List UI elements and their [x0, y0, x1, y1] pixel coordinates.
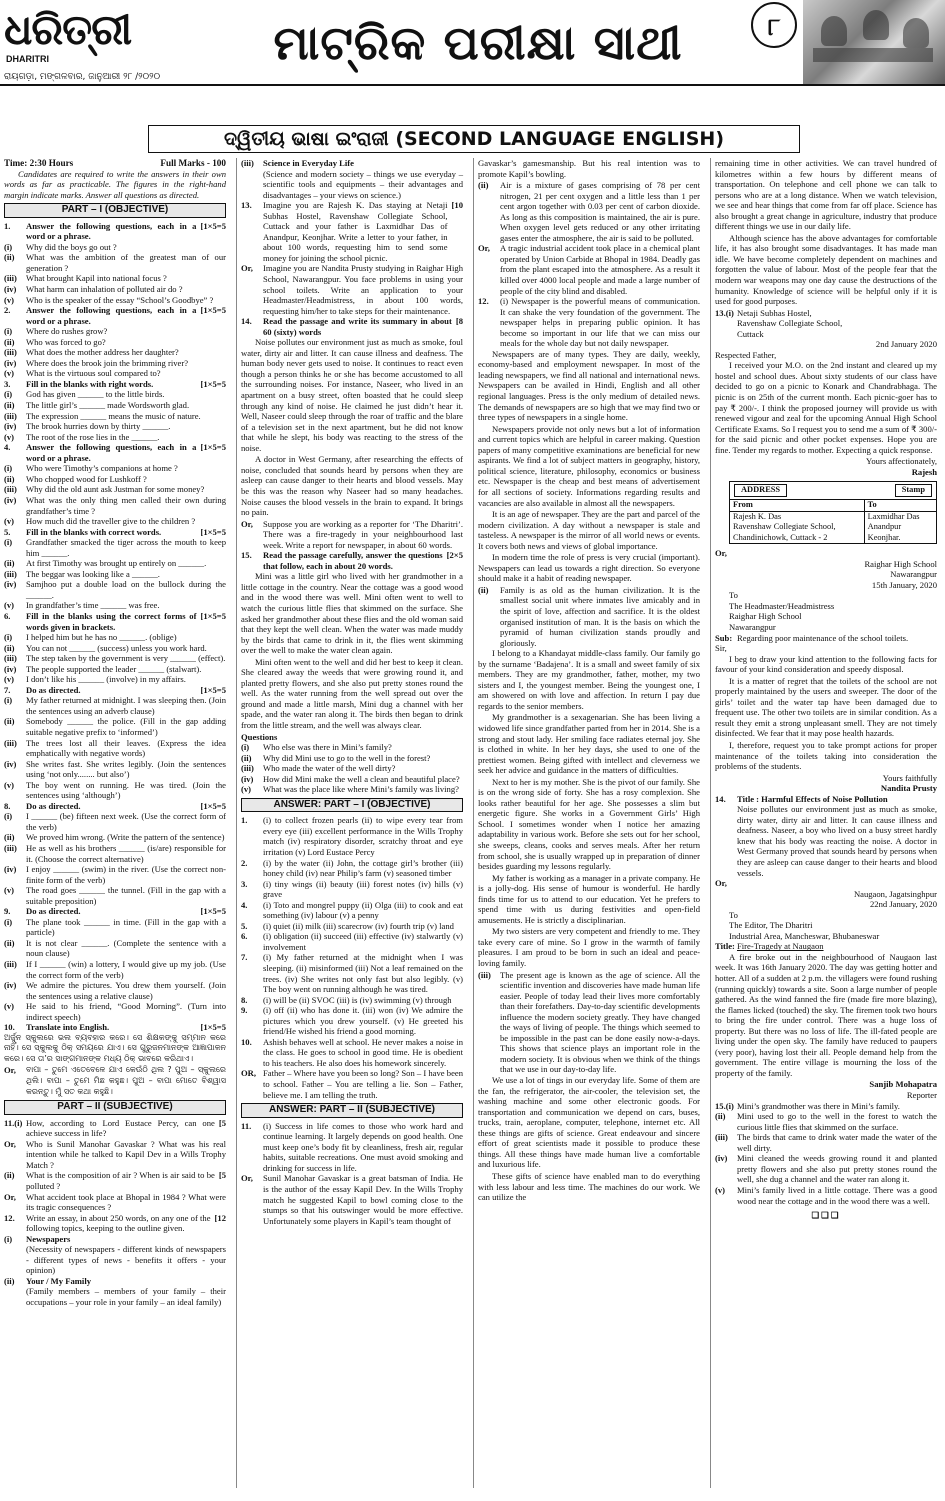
q4-list — [4, 463, 226, 526]
list-item: (i) God has given ______ to the little birds. — [4, 389, 165, 400]
essay-paragraph: remaining time in other activities. We can travel hundred of kilometres within a few hours by different means of transportation. On telephone and cell phone we can talk to persons who are at a long distance. When we watch television, we see and hear things that come from far off place. Science has also brought a great change in agriculture, industry that produce different things we use in our daily life. — [715, 158, 937, 232]
list-item: (i) The plane took ______ in time. (Fill in the gap with a particle) — [4, 916, 226, 938]
essay-topic: (i) Newspapers (Necessity of newspapers - different kinds of newspapers - different types of news - benefits it offers - your opinion) — [4, 1233, 226, 1276]
list-item: (iii) Why did the old aunt ask Justman for some money? — [4, 484, 205, 495]
list-item: (ii) Who was forced to go? — [4, 336, 106, 347]
list-item: (iv) We admire the pictures. You drew them yourself. (Join the sentences using a relative clause) — [4, 980, 226, 1001]
answer-11-or: Or, Sunil Manohar Gavaskar is a great batsman of India. He is the author of the essay Kapil Dev. In the Wills Trophy match he suggested Kapil to bowl coming close to the stumps so that his outswinger would be more effective. Unfortunately some players in Kapil’s team thought of — [241, 1173, 463, 1226]
list-item: (ii) Why did Mini use to go to the well in the forest? — [241, 752, 431, 763]
list-item: (v) Who is the speaker of the essay “School’s Goodbye” ? — [4, 294, 214, 305]
column-2 — [241, 158, 463, 1226]
stamp-box: Stamp — [895, 484, 932, 497]
question-7: 7. Do as directed. [1×5=5 — [4, 684, 226, 695]
list-item: (iv) She writes fast. She writes legibly. (Join the sentences using ‘not only........ but also’) — [4, 758, 226, 780]
essay-paragraph: My two sisters are very competent and friendly to me. They take every care of mine. So I grow in the warmth of family pleasures. I am proud to be born in such an ideal and peace-loving family. — [478, 926, 700, 969]
answer-11-ii-or: Or, A tragic industrial accident took place in a chemical plant operated by Union Carbide at Bhopal in 1984. Deadly gas from the plant escaped into the atmosphere. As a result it killed over 4000 local people and made a large number of people of the city blind and disabled. — [478, 243, 700, 296]
list-item: (ii) It is not clear ______. (Complete the sentence with a noun clause) — [4, 937, 226, 959]
application-subject: Sub: Regarding poor maintenance of the school toilets. — [715, 632, 909, 643]
to-label: To — [864, 499, 936, 511]
list-item: (iv) What was the only thing men called their own during grandfather’s time ? — [4, 494, 226, 516]
question-11-i: 11.(i) How, according to Lord Eustace Percy, can one achieve success in life? [5 — [4, 1117, 226, 1139]
list-item: 5. (i) quiet (ii) milk (iii) scarecrow (iv) fourth trip (v) land — [241, 920, 454, 931]
from-address: Rajesh K. Das Ravenshaw Collegiate School, Chandinichowk, Cuttack - 2 — [730, 511, 864, 543]
list-item: (iv) How did Mini make the well a clean and beautiful place? — [241, 773, 460, 784]
list-item: (ii) You can not ______ (success) unless you work hard. — [4, 642, 207, 653]
supplement-title: ମାଟ୍ରିକ ପରୀକ୍ଷା ସାଥୀ — [273, 16, 683, 71]
essay-paragraph: Although science has the above advantages for comfortable life, it has also brought some disadvantages. It has made man idle. We have become completely dependent on machines and forgotten the value of labour. Most of the people fear that the modern war weapons may one day cause the destructions of the humanity. Knowledge of science will be helpful only if it is used for good purposes. — [715, 232, 937, 307]
questions-label: Questions — [241, 731, 278, 742]
q2-list — [4, 326, 226, 379]
question-4: 4. Answer the following questions, each in a word or a phrase. [1×5=5 — [4, 442, 226, 463]
essay-paragraph: Newspapers provide not only news but a lot of information and current topics which are helpful in career making. Question papers of many competitive examinations are beneficial for new aspirants. We find a lot of subject matters in geography, history, political science, literature, philosophy, economics or business etc. Newspaper is the cheap and best means of advertisement for all sections of society. Informations regarding results and vacancies are also available in almost all the newspapers. — [478, 423, 700, 508]
report-signer: Sanjib Mohapatra — [869, 1079, 937, 1090]
list-item: (v) I don’t like his ______ (involve) in my affairs. — [4, 674, 186, 685]
list-item: (iii) The trees lost all their leaves. (Express the idea emphatically with negative words) — [4, 737, 226, 759]
to-address: Laxmidhar Das Anandpur Keonjhar. — [864, 511, 936, 543]
essay-paragraph: Newspapers are of many types. They are daily, weekly, economy-based and employment newspaper. In most of the leading newspapers, we find all national and international news. Newspapers can be availed in Hindi, English and all other regional languages. Press is the only medium of detailed news. The demands of newspapers are so high that we may find two or three types of newspapers in a single home. — [478, 348, 700, 423]
question-1: 1. Answer the following questions, each in a word or a phrase. [1×5=5 — [4, 220, 226, 242]
letter-body: I received your M.O. on the 2nd instant and cleared up my hostel and school dues. About sixty students of our class have decided to go on a picnic to Konark and Chandrabhaga. The picnic is on 25th of the current month. Each picnic-goer has to pay ₹ 200/-. I think the proposed journey will provide us with renewed vigour and zeal for the upcoming Annual High School Certificate Exams. So I request you to send me a sum of ₹ 300/- for the said picnic and other pocket expenses. Hope you are fine. Tender my regards to mother. Expecting a quick response. — [715, 360, 937, 455]
report-to: To The Editor, The Dharitri Industrial Area, Mancheswar, Bhubaneswar — [729, 909, 880, 941]
essay-paragraph: My grandmother is a sexagenarian. She has been living a widowed life since grandfather parted from her in 2014. She is a strong and stout lady. Her smiling face radiates eternal joy. She is clothed in white. In her hey days, she used to one of the prettiest women. Being gifted with intellect and cleverness we seek her advice and guidance in the matters of difficulties. — [478, 712, 700, 776]
application-sir: Sir, — [715, 643, 727, 654]
question-11-i-or: Or, Who is Sunil Manohar Gavaskar ? What was his real intention while he talked to Kapil Dev in a Wills Trophy Match ? — [4, 1138, 226, 1170]
report-from: Naugaon, Jagatsinghpur 22nd January, 2020 — [853, 888, 937, 910]
question-14-or: Or, Suppose you are working as a reporter for ‘The Dharitri’. There was a fire-tragedy in your neighbourhood last week. Write a report for newspaper, in about 60 words. — [241, 518, 463, 550]
answer-10-or: OR, Father – Where have you been so long? Son – I have been to school. Father – You are telling a lie. Son – Father, believe me. I am telling the truth. — [241, 1068, 463, 1100]
answers-part1 — [241, 815, 463, 1068]
list-item: (i) I helped him but he has no ______. (oblige) — [4, 632, 177, 643]
q1-list — [4, 242, 226, 305]
q8-list — [4, 811, 226, 906]
list-item: (v) The root of the rose lies in the ______. — [4, 431, 160, 442]
list-item: (iii) What brought Kapil into national focus ? — [4, 273, 167, 284]
list-item: (iii) The birds that came to drink water made the water of the well dirty. — [715, 1132, 937, 1153]
application-body: It is a matter of regret that the toilets of the school are not properly maintained by the users and sweeper. The door of the girls’ toilet and the water tap have been damaged due to frequent use. The other two toilets are in similar condition. As a result they emit a strong unpleasant smell. They are not timely disinfected. We fear that it may pose health hazards. — [715, 675, 937, 739]
q14-passage: A doctor in West Germany, after researching the effects of noise, concluded that sounds heard by persons when they are asleep can cause danger to their hearts and blood vessels. May be this was the reason why Naseer had so many headaches. Noise causes the blood vessels in the brain to expand. It brings no pain. — [241, 454, 463, 518]
list-item: (iii) The beggar was looking like a ______. — [4, 568, 160, 579]
list-item: (iii) He as well as his brothers ______ (is/are) responsible for it. (Choose the correct alternative) — [4, 843, 226, 864]
q5-list — [4, 537, 226, 611]
end-mark: ❑❑❑ — [811, 1210, 841, 1221]
essay-paragraph: Next to her is my mother. She is the pivot of our family. She is on the wrong side of forty. She has a rosy complexion. She looks rather beautiful for her age. She possesses a slim but energetic figure. She works in a Government Girls’ High School. I sometimes wonder when I notice her amazing adaptability in various work. Before she sets out for her school, she sweeps, cleans, cooks and serves meals. After her return from school, she is usually wrapped up in preparation of dinner besides guarding my lessons regularly. — [478, 776, 700, 872]
q15-list — [241, 742, 463, 795]
list-item: (v) The road goes ______ the tunnel. (Fill in the gap with a suitable preposition) — [4, 885, 226, 906]
exam-marks: Full Marks - 100 — [160, 158, 226, 168]
q14-passage: Noise pollutes our environment just as much as smoke, foul water, dirty air and litter. It can cause illness and deafness. The human body never gets used to noise. It continues to react even though a person thinks he or she has become accustomed to all the surrounding noises. For instance, Naseer, who lived in an apartment on a busy street, often boasted that he could sleep through any kind of noise. He claimed he just didn’t hear it. Well, Naseer could sleep through the roar of traffic and the blare of a television set in the next apartment, but he did not know that while he slept, his body was reacting to the stress of the noise. — [241, 337, 463, 453]
letter-date: 2nd January 2020 — [875, 339, 937, 350]
question-5: 5. Fill in the blanks with correct words. [1×5=5 — [4, 526, 226, 537]
list-item: (v) Mini’s family lived in a little cottage. There was a good wood near the cottage and in the wood there was a well. — [715, 1184, 937, 1206]
column-divider — [710, 158, 711, 1488]
page-number-badge: ୮ — [751, 2, 797, 48]
list-item: (i) I ______ (be) fifteen next week. (Use the correct form of the verb) — [4, 811, 226, 832]
exam-time: Time: 2:30 Hours — [4, 158, 74, 168]
list-item: (v) What was the place like where Mini’s family was living? — [241, 784, 459, 795]
question-14: 14. Read the passage and write its summary in about 60 (sixty) words [8 — [241, 316, 463, 337]
q15-passage: Mini was a little girl who lived with her grandmother in a little cottage in the country. Near the cottage was a good wood and in the wood there was well. Mini often went to well to watch the curious little flies that skimmed on the surface. She asked her grandmother about these flies and the old woman said that they kept the well clean. When the water was made muddy by the birds that came to drink in it, the flies went skimming over the well to make the water clean again. — [241, 571, 463, 656]
application-signer: Nandita Prusty — [880, 783, 937, 794]
q3-list — [4, 389, 226, 442]
question-2: 2. Answer the following questions, each in a word or a phrase. [1×5=5 — [4, 305, 226, 326]
envelope-address-box — [729, 481, 937, 544]
column-divider — [236, 158, 237, 1488]
list-item: (ii) Mini used to go to the well in the forest to watch the curious little flies that skimmed on the surface. — [715, 1111, 937, 1132]
list-item: (ii) We proved him wrong. (Write the pattern of the sentence) — [4, 832, 225, 843]
question-11-ii-or: Or, What accident took place at Bhopal in 1984 ? What were its tragic consequences ? — [4, 1191, 226, 1213]
list-item: (iii) What does the mother address her daughter? — [4, 347, 179, 358]
list-item: (v) How much did the traveller give to the children ? — [4, 516, 196, 527]
essay-paragraph: These gifts of science have enabled man to do everything with less labour and less time. The machines do our work. We can utilize the — [478, 1170, 700, 1203]
question-11-ii: (ii) What is the composition of air ? When is air said to be polluted ? [5 — [4, 1170, 226, 1191]
translation-passage: ଅର୍ଜୁନ ସ୍କୁଲରେ ଭଲ ବ୍ୟବହାର କରେ। ସେ ଶିକ୍ଷକଙ୍କୁ ସମ୍ମାନ କରେ ନାହିଁ। ସେ ସ୍କୁଲକୁ ଠିକ୍ ସମୟରେ ଯାଏ। ସେ ଗୁରୁଜନମାନଙ୍କ ଆଜ୍ଞାପାଳନ କରେ। ସେ ତା’ର ସାଙ୍ଗମାନଙ୍କ ମଧ୍ୟ ଠିକ୍ ଭାବରେ କରିଥାଏ। — [4, 1032, 226, 1063]
list-item: 7. (i) My father returned at the midnight when I was sleeping. (ii) misinformed (iii) Not a leaf remained on the trees. (iv) She writes not only fast but also legibly. (v) The boy went on running although he was tired. — [241, 952, 463, 995]
list-item: (ii) The little girl’s ______ made Wordsworth glad. — [4, 400, 190, 411]
answer-12-iii: (iii) The present age is known as the age of science. All the scientific invention and discoveries have made human life easier. People of today lead their lives more comfortably than their forefathers. Day-to-day scientific developments influence the modern society greatly. They have changed the ways of living of people. The things which seemed to be impossible in the past can be done easily now-a-days. This shows that science plays an important role in the modern society. It is obvious when we think of the things that we use in our day-to-day life. — [478, 969, 700, 1075]
list-item: (iv) What harm can inhalation of polluted air do ? — [4, 284, 183, 295]
list-item: (i) Where do rushes grow? — [4, 326, 108, 337]
essay-paragraph: I belong to a Khandayat middle-class family. Our family go by the surname ‘Badajena’. It is a small and sweet family of six members. They are my grandmother, father, mother, my two sisters and I, the youngest member. Being the youngest one, I am showered on with love and affection. In return I pay due regards to the senior members. — [478, 648, 700, 711]
answer2-heading: ANSWER: PART – II (SUBJECTIVE) — [241, 1103, 463, 1118]
column-1 — [4, 158, 226, 1308]
report-role: Reporter — [906, 1090, 937, 1101]
column-divider — [473, 158, 474, 1488]
list-item: 15.(i) Mini’s grandmother was there in Mini’s family. — [715, 1100, 900, 1111]
answer-11-ii: (ii) Air is a mixture of gases comprising of 78 per cent nitrogen, 21 per cent oxygen and a little less than 1 per cent argon together with 0.03 per cent of carbon dioxide. As long as this composition is maintained, the air is pure. When oxygen level gets reduced or any other irritating gases enter the atmosphere, the air is said to be polluted. — [478, 180, 700, 243]
list-item: (v) In grandfather’s time ______ was free. — [4, 600, 160, 611]
list-item: 4. (i) Toto and mongrel puppy (ii) Olga (iii) to cook and eat something (iv) labour (v) a penny — [241, 899, 463, 921]
question-12: 12. Write an essay, in about 250 words, on any one of the following topics, keeping to the outline given. [12 — [4, 1212, 226, 1234]
essay-paragraph: In modern time the role of press is very crucial (important). Newspapers can lead us towards a right direction. So everyone should make it a habit of reading newspaper. — [478, 552, 700, 584]
list-item: (ii) Somebody ______ the police. (Fill in the gap adding suitable negative prefix to ‘informed’) — [4, 716, 226, 737]
q7-list — [4, 695, 226, 800]
list-item: (iii) If I ______ (win) a lottery, I would give up my job. (Use the correct form of the verb) — [4, 959, 226, 980]
q15-passage: Mini often went to the well and did her best to keep it clean. She cleared away the weeds that were growing round it, and planted pretty flowers, and she also put pretty stones round the well. As the water running from the well spread out over the ground and made a little marsh, Mini dug a channel with her spade, and the water ran along it. The birds then began to drink from the little stream, and the well was always clear. — [241, 656, 463, 730]
list-item: (i) Who else was there in Mini’s family? — [241, 742, 392, 753]
list-item: (iv) Mini cleaned the weeds growing round it and planted pretty flowers and she also put pretty stones round the well, she dug a channel and the water ran along it. — [715, 1153, 937, 1185]
list-item: 9. (i) off (ii) who has done it. (iii) won (iv) We admire the pictures which you drew yourself. (v) He greeted his friend/He wished his friend a good morning. — [241, 1005, 463, 1037]
essay-paragraph: It is an age of newspaper. They are the part and parcel of the modern civilization. A day without a newspaper is stale and tasteless. A newspaper is the mirror of all world news or events. It covers both news and views of global importance. — [478, 509, 700, 551]
answer1-heading: ANSWER: PART – I (OBJECTIVE) — [241, 798, 463, 813]
question-10-or: Or, ବାପା – ତୁମେ ଏତେବେଳେ ଯାଏ କେଉଁଠି ଥିଲ ? ପୁଅ – ସ୍କୁଲରେ ଥିଲି। ବାପା – ତୁମେ ମିଛ କହୁଛ। ପୁଅ – ବାପା ମୋତେ ବିଶ୍ୱାସ କରନ୍ତୁ। ମୁଁ ସତ କଥା କହୁଛି। — [4, 1065, 226, 1096]
application-body: I beg to draw your kind attention to the following facts for favour of your kind consideration and speedy disposal. — [715, 653, 937, 675]
list-item: (iv) The people supported the leader ______ (stalwart). — [4, 663, 202, 674]
newspaper-logo — [4, 5, 194, 82]
answer-13-letter-address: 13.(i) Netaji Subhas Hostel, Ravenshaw Collegiate School, Cuttack — [715, 307, 843, 339]
question-13: 13. Imagine you are Rajesh K. Das staying at Netaji Subhas Hostel, Ravenshaw Collegiate School, Cuttack and your father is Laxmidhar Das of Anandpur, Keonjhar. Write a letter to your father, in about 100 words, requesting him to send some money for joining the school picnic. [10 — [241, 200, 463, 263]
list-item: 6. (i) obligation (ii) succeed (iii) effective (iv) stalwartly (v) involvement — [241, 931, 463, 952]
list-item: (ii) At first Timothy was brought up entirely on ______. — [4, 558, 207, 569]
list-item: (iv) Samjhoo put a double load on the bullock during the ______. — [4, 579, 226, 600]
or-label: Or, — [715, 548, 727, 559]
from-label: From — [730, 499, 864, 511]
section-title: ଦ୍ୱିତୀୟ ଭାଷା ଇଂରାଜୀ (SECOND LANGUAGE ENGLISH) — [148, 125, 800, 153]
list-item: (v) The boy went on running. He was tired. (Join the sentences using ‘although’) — [4, 779, 226, 801]
summary-text: Noise pollutes our environment just as much as smoke, dirty water, dirty air and litter. It can cause illness and deafness. Naseer, a boy who lived on a busy street hardly knew that his body was reacting the noise. A doctor in West Germany proved that sounds heard by persons when they are asleep can cause danger to their hearts and blood vessels. — [737, 804, 937, 878]
application-from: Raighar High School Nawarangpur 15th January, 2020 — [864, 558, 937, 590]
list-item: (iv) Where does the brook join the brimming river? — [4, 357, 189, 368]
list-item: 2. (i) by the water (ii) John, the cottage girl’s brother (iii) honey child (iv) near Philip’s farm (v) seasoned timber — [241, 857, 463, 879]
list-item: 10. Ashish behaves well at school. He never makes a noise in the class. He goes to school in good time. He is obedient to his teachers. He also does his homework sincerely. — [241, 1036, 463, 1068]
instructions: Candidates are required to write the answers in their own words as far as practicable. The figures in the right-hand margin indicate marks. Answer all questions as directed. — [4, 168, 226, 200]
list-item: (i) Who were Timothy’s companions at home ? — [4, 463, 178, 474]
answer-11-i: 11. (i) Success in life comes to those who work hard and continue learning. It largely depends on good health. One must keep one’s body fit by cleanliness, fresh air, regular habits, suitable recreations. One must avoid smoking and drinking for success in life. — [241, 1120, 463, 1173]
summary-title: Title : Harmful Effects of Noise Pollution — [737, 793, 888, 804]
list-item: (ii) What was the ambition of the greatest man of our generation ? — [4, 252, 226, 273]
q12-topics — [4, 1234, 226, 1308]
q12-topics-cont — [241, 158, 463, 200]
list-item: (iii) Who made the water of the well dirty? — [241, 763, 396, 774]
list-item: (i) Why did the boys go out ? — [4, 241, 117, 252]
question-3: 3. Fill in the blanks with right words. [1×5=5 — [4, 378, 226, 389]
masthead — [0, 0, 945, 82]
column-3 — [478, 158, 700, 1204]
exam-hall-photo — [803, 0, 945, 84]
report-body: A fire broke out in the neighbourhood of Naugaon last week. It was 16th January 2020. The day was getting hotter and hotter. All of a sudden at 2 p.m. the villagers were found rushing (running quickly) towards a site. Soon a large number of people gathered. As the wind fanned the fire (made fire more blazing), the flames licked (touched) the sky. The firemen took two hours to bring the fire under control. There was a huge loss of property. But there was no loss of life. The ill-fated people are living under the open sky. The family have reduced to paupers (very poor), having lost their all. People demand help from the government. The entire village is mourning the loss of the property of the family. — [715, 951, 937, 1078]
exam-meta — [4, 158, 226, 169]
list-item: (v) He said to his friend, “Good Morning”. (Turn into indirect speech) — [4, 1001, 226, 1022]
list-item: (iv) The brook hurries down by thirty ______. — [4, 421, 171, 432]
part2-heading: PART – II (SUBJECTIVE) — [4, 1100, 226, 1115]
list-item: 3. (i) tiny wings (ii) beauty (iii) forest notes (iv) hills (v) grave — [241, 878, 463, 900]
letter-salutation: Respected Father, — [715, 349, 777, 360]
answers-15 — [715, 1101, 937, 1206]
column-4 — [715, 158, 937, 1221]
question-8: 8. Do as directed. [1×5=5 — [4, 800, 226, 811]
essay-topic: (ii) Your / My Family (Family members – members of your family – their occupations – your role in your family – an ideal family) — [4, 1275, 226, 1307]
q6-list — [4, 632, 226, 685]
part1-heading: PART – I (OBJECTIVE) — [4, 203, 226, 218]
or-label: Or, — [715, 878, 727, 889]
brand-name-odia: ଧରିତ୍ରୀ — [4, 5, 132, 54]
letter-signer: Rajesh — [911, 466, 937, 477]
list-item: 1. (i) to collect frozen pearls (ii) to wipe every tear from every eye (iii) excellent performance in the Wills Trophy match (iv) respiratory disorder, scratchy throat and eye irritation (v) Lord Eustace Percy — [241, 815, 463, 857]
answer-12-ii: (ii) Family is as old as the human civilization. It is the smallest social unit where inmates live amicably and in the spirit of love, affection and sacrifice. It is the oldest organised institution of man. It is the basis on which the pyramid of human civilization stands proudly and gloriously. — [478, 584, 700, 648]
question-10: 10. Translate into English. [1×5=5 — [4, 1022, 226, 1033]
essay-topic: (iii) Science in Everyday Life (Science and modern society – things we use everyday – scientific tools and equipments – their advantages and disadvantages – your views on science.) — [241, 158, 463, 200]
question-9: 9. Do as directed. [1×5=5 — [4, 906, 226, 917]
q9-list — [4, 917, 226, 1022]
masthead-rule — [0, 84, 945, 86]
list-item: (v) What is the virtuous soul compared to? — [4, 368, 161, 379]
application-to: To The Headmaster/Headmistress Raighar High School Nawarangpur — [729, 590, 835, 632]
date-line: ରାୟଗଡ଼ା, ମଙ୍ଗଳବାର, ଜାନୁଆରୀ ୨୮ /୨୦୨୦ — [4, 72, 161, 82]
list-item: (i) Grandfather smacked the tiger across the mouth to keep him ______. — [4, 537, 226, 558]
report-title: Title: Fire-Tragedy at Naugaon — [715, 941, 824, 952]
letter-closing: Yours affectionately, — [866, 456, 937, 467]
question-6: 6. Fill in the blanks using the correct forms of words given in brackets. [1×5=5 — [4, 610, 226, 632]
question-13-or: Or, Imagine you are Nandita Prusty studying in Raighar High School, Nawarangpur. You face problems in using your school toilets. Write an application to your Headmaster/Headmistress, in about 100 words, requesting him/her to take steps for their maintenance. — [241, 263, 463, 316]
essay-paragraph: My father is working as a manager in a private company. He is a jolly-dog. His sense of humour is wonderful. He hardly finds time for us to attend to our education. Yet he prefers to spend time with us during festivities and open-field amusements. He is strictly a disciplinarian. — [478, 872, 701, 925]
question-15: 15. Read the passage carefully, answer the questions that follow, each in about 20 words. [2×5 — [241, 550, 463, 571]
list-item: (i) My father returned at midnight. I was sleeping then. (Join the sentences using an adverb clause) — [4, 695, 226, 716]
list-item: (iii) The expression ______ means the music of nature. — [4, 410, 201, 421]
answer-12-i: 12. (i) Newspaper is the powerful means of communication. It can shake the very foundation of the government. The newspaper helps in preparing public opinion. It has become so important in our life that we can miss our meals for the whole day but not daily newspaper. — [478, 296, 700, 349]
essay-paragraph: We use a lot of tings in our everyday life. Some of them are the fan, the refrigerator, the air-cooler, the television set, the washing machine and some other electronic goods. For transportation and communication we depend on cars, buses, trucks, train, aeroplane, computer, telephone, internet etc. All these things are gifts of science. Great endeavour and sincere effort of great scientists made it possible to produce these things. All these things have made human live a comfortable and luxurious life. — [478, 1075, 700, 1170]
list-item: 8. (i) will be (ii) SVOC (iii) is (iv) swimming (v) through — [241, 994, 452, 1005]
list-item: (ii) Who chopped wood for Lushkoff ? — [4, 473, 147, 484]
answer-11-cont: Gavaskar’s gamesmanship. But his real intention was to promote Kapil’s bowling. — [478, 158, 700, 179]
application-closing: Yours faithfully — [882, 772, 937, 783]
address-label: ADDRESS — [734, 484, 787, 497]
list-item: (iii) The step taken by the government is very ______ (effect). — [4, 653, 226, 664]
brand-name-latin: DHARITRI — [6, 54, 49, 64]
application-body: I, therefore, request you to take prompt actions for proper maintenance of the toilets taking into consideration the problems of the students. — [715, 739, 937, 772]
answer-14: 14. Title : Harmful Effects of Noise Pollution Noise pollutes our environment just as much as smoke, dirty water, dirty air and litter. It can cause illness and deafness. Naseer, a boy who lived on a busy street hardly knew that his body was reacting the noise. A doctor in West Germany proved that sounds heard by persons when they are asleep can cause danger to their hearts and blood vessels. — [715, 793, 937, 878]
list-item: (iv) I enjoy ______ (swim) in the river. (Use the correct non-finite form of the verb) — [4, 864, 226, 885]
